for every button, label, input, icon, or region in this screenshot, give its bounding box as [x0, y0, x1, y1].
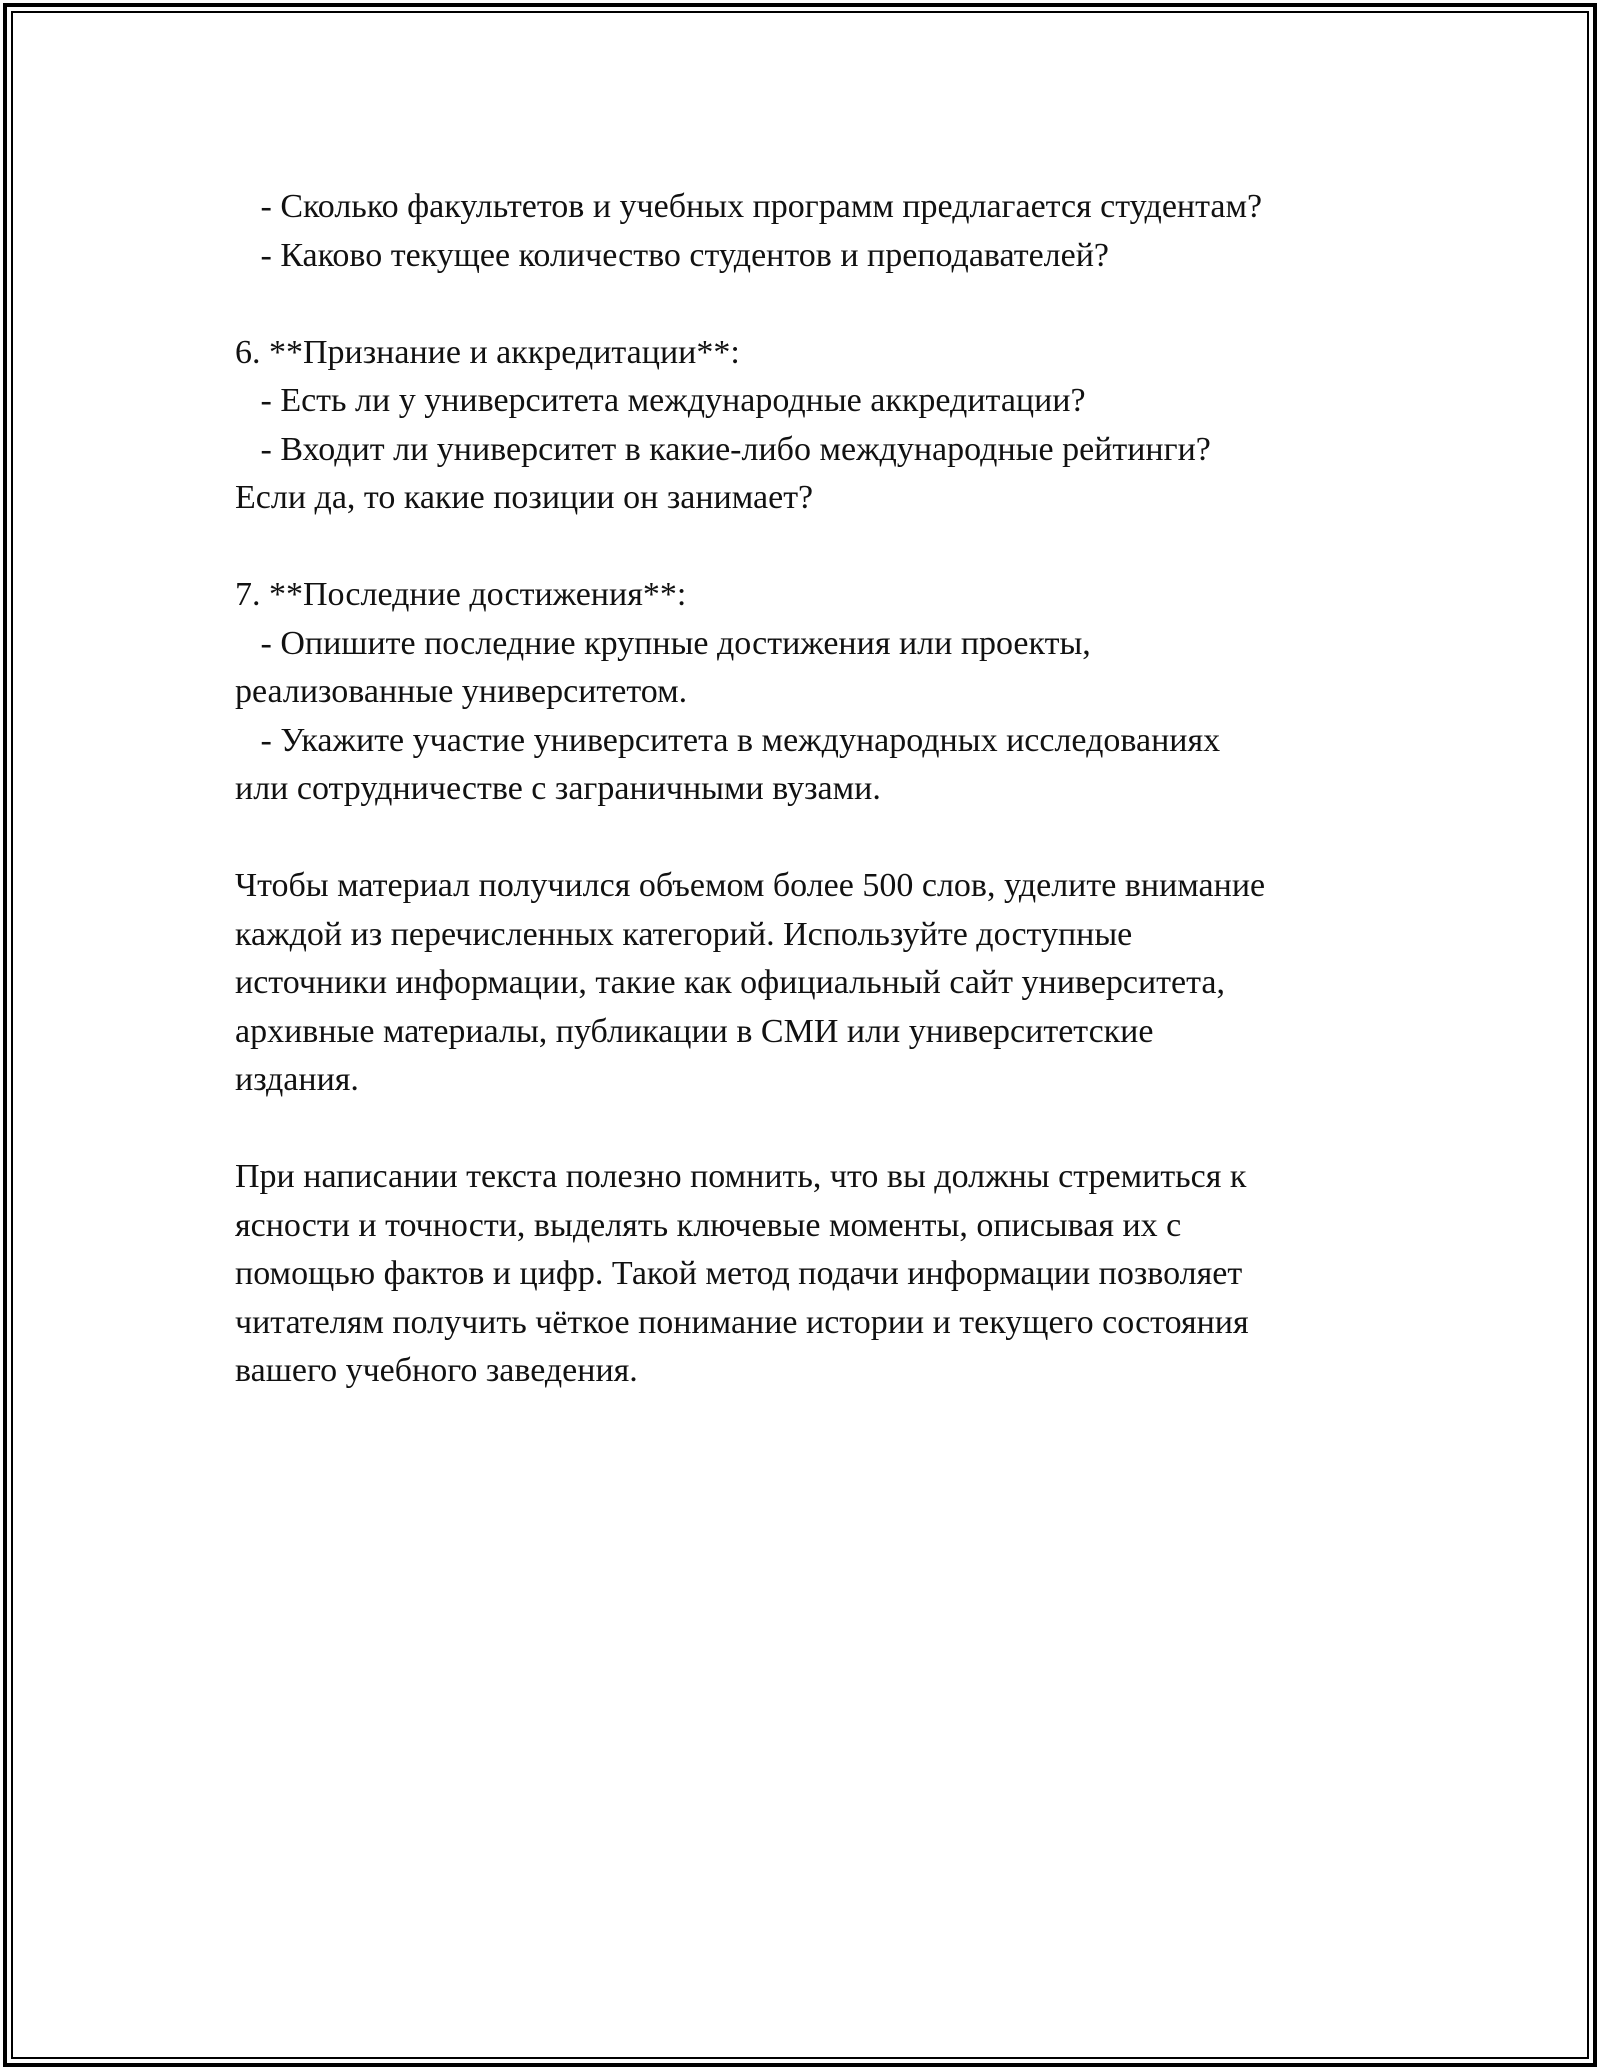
- section-heading: 6. **Признание и аккредитации**:: [235, 333, 740, 371]
- text-line: Если да, то какие позиции он занимает?: [235, 479, 814, 516]
- paragraph-line: издания.: [235, 1061, 359, 1098]
- paragraph-line: вашего учебного заведения.: [235, 1352, 638, 1389]
- blank-line: [235, 814, 1395, 863]
- text-line: - Сколько факультетов и учебных программ предлагается студентам?: [235, 188, 1263, 225]
- paragraph-line: помощью фактов и цифр. Такой метод подачи информации позволяет: [235, 1255, 1243, 1292]
- blank-line: [235, 523, 1395, 572]
- paragraph-line: ясности и точности, выделять ключевые моменты, описывая их с: [235, 1206, 1182, 1244]
- blank-line: [235, 1105, 1395, 1154]
- paragraph-line: Чтобы материал получился объемом более 500 слов, уделите внимание: [235, 867, 1266, 904]
- text-line: - Опишите последние крупные достижения или проекты,: [235, 624, 1091, 662]
- text-line: или сотрудничестве с заграничными вузами.: [235, 770, 881, 807]
- text-line: реализованные университетом.: [235, 673, 688, 710]
- paragraph-line: читателям получить чёткое понимание истории и текущего состояния: [235, 1303, 1249, 1341]
- paragraph-line: При написании текста полезно помнить, что вы должны стремиться к: [235, 1158, 1247, 1195]
- text-line: - Входит ли университет в какие-либо международные рейтинги?: [235, 430, 1211, 468]
- section-heading: 7. **Последние достижения**:: [235, 576, 687, 613]
- paragraph-line: каждой из перечисленных категорий. Используйте доступные: [235, 915, 1133, 953]
- text-line: - Есть ли у университета международные аккредитации?: [235, 382, 1086, 419]
- blank-line: [235, 280, 1395, 329]
- text-line: - Каково текущее количество студентов и преподавателей?: [235, 236, 1110, 274]
- paragraph-line: архивные материалы, публикации в СМИ или университетские: [235, 1012, 1154, 1050]
- paragraph-line: источники информации, такие как официальный сайт университета,: [235, 964, 1225, 1001]
- document-body: [235, 183, 1395, 1396]
- text-line: - Укажите участие университета в международных исследованиях: [235, 721, 1221, 759]
